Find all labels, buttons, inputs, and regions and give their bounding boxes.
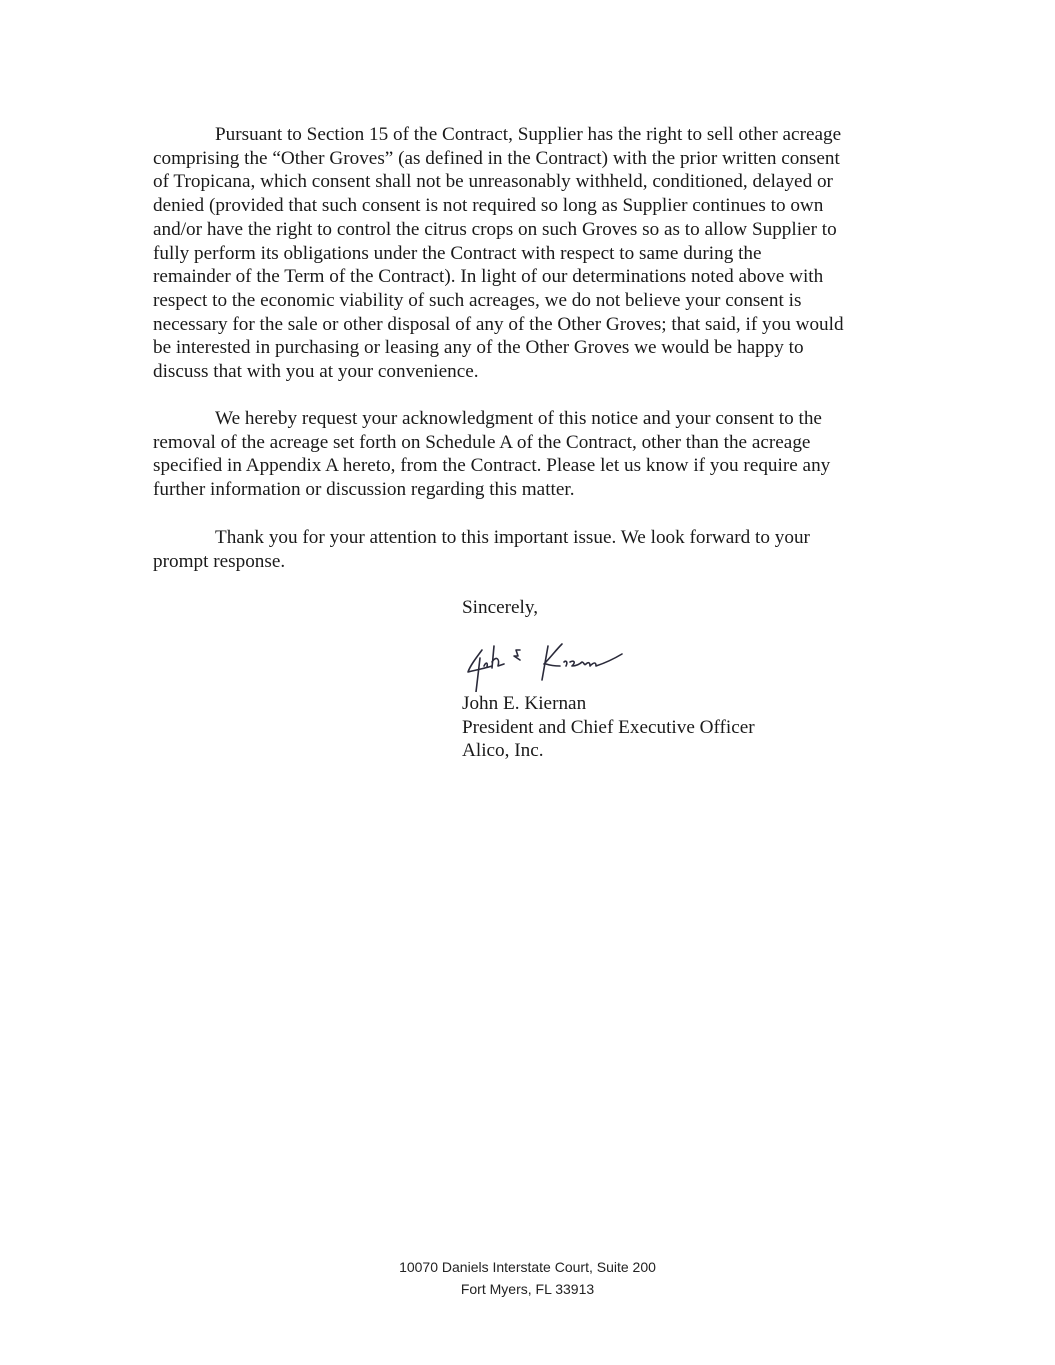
paragraph-section-15: [153, 123, 844, 384]
address-line-2: Fort Myers, FL 33913: [460, 1281, 595, 1297]
text-line: We hereby request your acknowledgment of this notice and your consent to the: [215, 408, 822, 429]
text-line: be interested in purchasing or leasing any of the Other Groves we would be happy to: [153, 337, 804, 359]
paragraph-request: [153, 407, 830, 502]
text-line: Pursuant to Section 15 of the Contract, Supplier has the right to sell other acreage: [215, 124, 842, 145]
signer-name: John E. Kiernan: [462, 693, 587, 714]
text-line: comprising the “Other Groves” (as defined in the Contract) with the prior written consent: [153, 147, 840, 169]
signer-company: Alico, Inc.: [462, 740, 544, 762]
signature-block: [462, 692, 755, 763]
text-line: discuss that with you at your convenience.: [153, 361, 479, 383]
text-line: of Tropicana, which consent shall not be unreasonably withheld, conditioned, delayed or: [153, 171, 833, 193]
text-line: further information or discussion regarding this matter.: [153, 479, 575, 501]
signature: [462, 632, 642, 692]
text-line: necessary for the sale or other disposal of any of the Other Groves; that said, if you would: [153, 313, 844, 335]
text-line: removal of the acreage set forth on Schedule A of the Contract, other than the acreage: [153, 431, 811, 453]
text-line: Thank you for your attention to this important issue. We look forward to your: [215, 527, 810, 548]
address-line-1: 10070 Daniels Interstate Court, Suite 200: [399, 1259, 656, 1275]
footer-address: [0, 1256, 1055, 1300]
text-line: respect to the economic viability of such acreages, we do not believe your consent is: [153, 289, 802, 311]
text-line: prompt response.: [153, 550, 286, 572]
text-line: remainder of the Term of the Contract). In light of our determinations noted above with: [153, 266, 824, 288]
paragraph-thank-you: [153, 526, 810, 573]
text-line: specified in Appendix A hereto, from the Contract. Please let us know if you require any: [153, 455, 831, 477]
signer-title: President and Chief Executive Officer: [462, 716, 755, 738]
text-line: and/or have the right to control the citrus crops on such Groves so as to allow Supplier to: [153, 218, 837, 240]
closing: Sincerely,: [462, 597, 539, 618]
text-line: denied (provided that such consent is not required so long as Supplier continues to own: [153, 195, 824, 217]
text-line: fully perform its obligations under the Contract with respect to same during the: [153, 242, 762, 264]
